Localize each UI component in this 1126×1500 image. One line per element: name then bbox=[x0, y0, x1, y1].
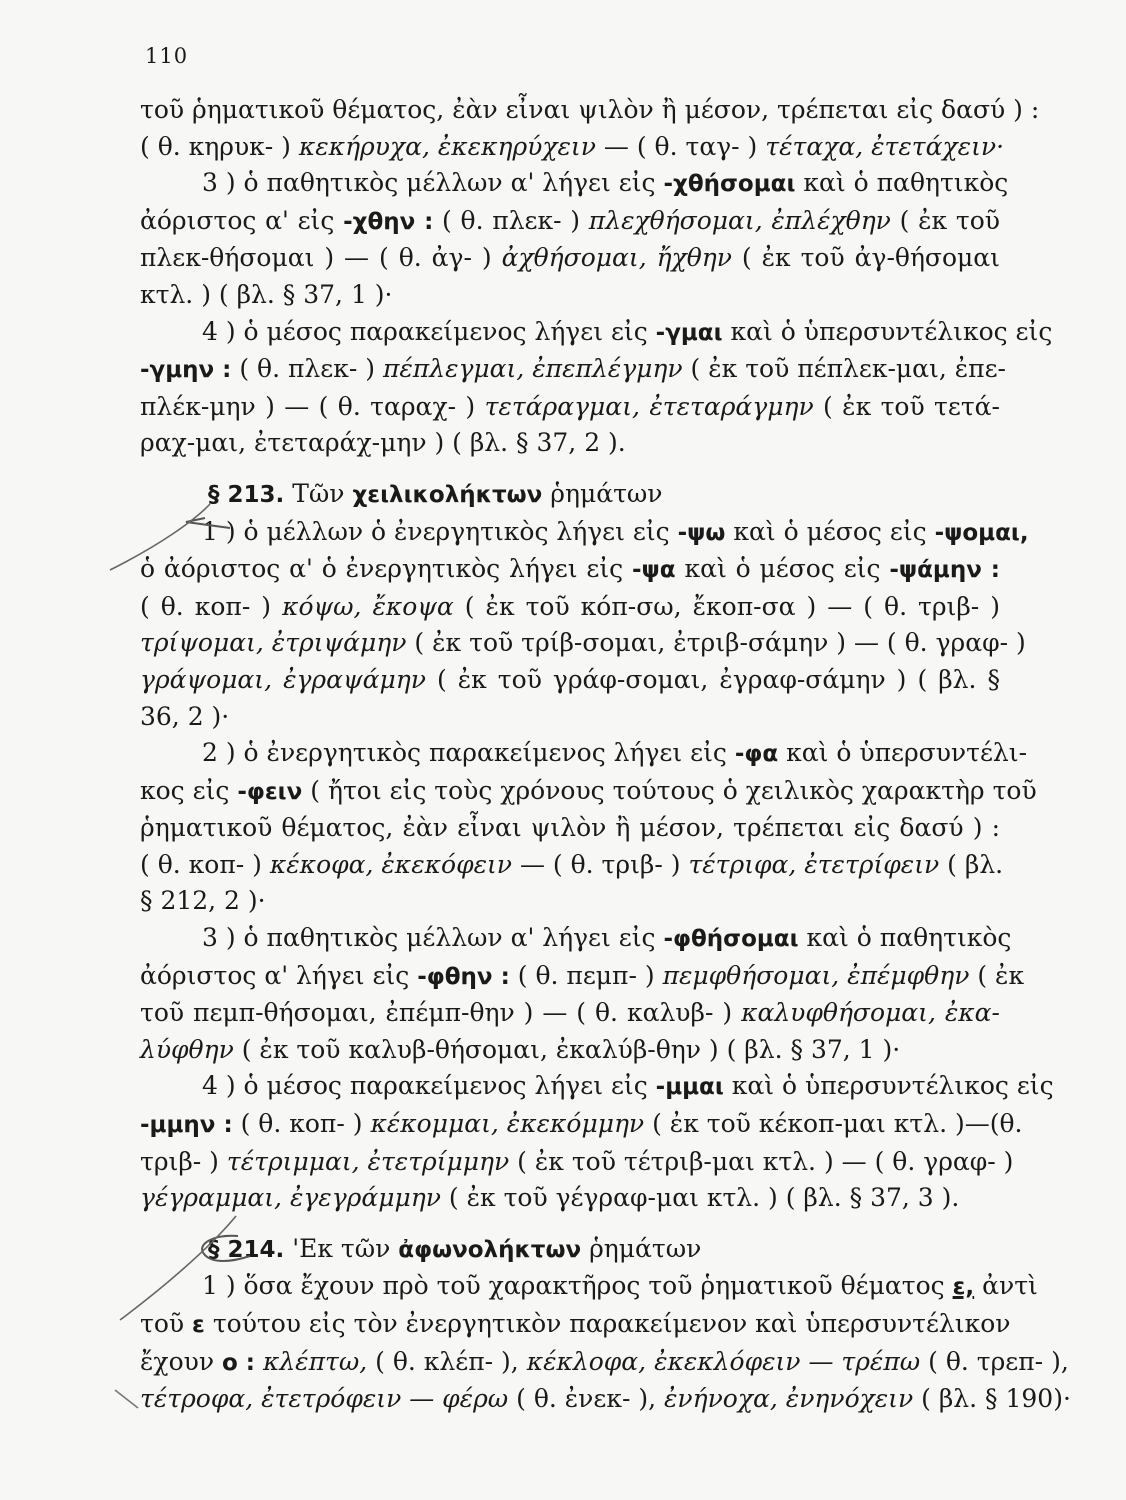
text-line: πλεκ-θήσομαι ) — ( θ. ἀγ- ) ἀχθήσομαι, ἤχθην ( ἐκ τοῦ ἀγ-θήσομαι bbox=[140, 243, 1000, 273]
section-heading-213: § 213. Τῶν χειλικολήκτων ῥημάτων bbox=[208, 478, 663, 508]
text-line: ἔχουν ο : κλέπτω, ( θ. κλέπ- ), κέκλοφα, ἐκεκλόφειν — τρέπω ( θ. τρεπ- ), bbox=[140, 1346, 1069, 1376]
text-line: -γμην : ( θ. πλεκ- ) πέπλεγμαι, ἐπεπλέγμην ( ἐκ τοῦ πέπλεκ-μαι, ἐπε- bbox=[140, 354, 1006, 384]
text-line: -μμην : ( θ. κοπ- ) κέκομμαι, ἐκεκόμμην ( ἐκ τοῦ κέκοπ-μαι κτλ. )—(θ. bbox=[140, 1109, 1023, 1139]
text-line: τοῦ πεμπ-θήσομαι, ἐπέμπ-θην ) — ( θ. καλυβ- ) καλυφθήσομαι, ἐκα- bbox=[140, 998, 1001, 1028]
text-line: ( θ. κηρυκ- ) κεκήρυχα, ἐκεκηρύχειν — ( θ. ταγ- ) τέταχα, ἐτετάχειν· bbox=[140, 131, 1005, 161]
page-text bbox=[140, 92, 1071, 1418]
text-line: πλέκ-μην ) — ( θ. ταραχ- ) τετάραγμαι, ἐτεταράγμην ( ἐκ τοῦ τετά- bbox=[140, 391, 1000, 421]
text-line: § 212, 2 )· bbox=[140, 886, 266, 916]
underlined-epsilon: ε, bbox=[952, 1274, 975, 1301]
text-line: γέγραμμαι, ἐγεγράμμην ( ἐκ τοῦ γέγραφ-μαι κτλ. ) ( βλ. § 37, 3 ). bbox=[140, 1183, 960, 1213]
text-line: τοῦ ε τούτου εἰς τὸν ἐνεργητικὸν παρακείμενον καὶ ὑπερσυντέλικον bbox=[140, 1309, 1011, 1338]
text-line: 2 ) ὁ ἐνεργητικὸς παρακείμενος λήγει εἰς -φα καὶ ὁ ὑπερσυντέλι- bbox=[202, 738, 1028, 768]
text-line: 36, 2 )· bbox=[140, 701, 230, 731]
text-line: ὁ ἀόριστος α' ὁ ἐνεργητικὸς λήγει εἰς -ψα καὶ ὁ μέσος εἰς -ψάμην : bbox=[140, 554, 1000, 584]
text-line: ραχ-μαι, ἐτεταράχ-μην ) ( βλ. § 37, 2 ). bbox=[140, 428, 626, 458]
text-line: ἀόριστος α' εἰς -χθην : ( θ. πλεκ- ) πλεχθήσομαι, ἐπλέχθην ( ἐκ τοῦ bbox=[140, 205, 1000, 235]
text-line: ἀόριστος α' λήγει εἰς -φθην : ( θ. πεμπ- ) πεμφθήσομαι, ἐπέμφθην ( ἐκ bbox=[140, 960, 1025, 990]
text-line: τέτροφα, ἐτετρόφειν — φέρω ( θ. ἐνεκ- ), ἐνήνοχα, ἐνηνόχειν ( βλ. § 190)· bbox=[140, 1384, 1071, 1414]
text-line: ( θ. κοπ- ) κόψω, ἔκοψα ( ἐκ τοῦ κόπ-σω, ἔκοπ-σα ) — ( θ. τριβ- ) bbox=[140, 591, 1000, 621]
section-heading-214: § 214. 'Εκ τῶν ἀφωνολήκτων ῥημάτων bbox=[208, 1233, 702, 1263]
text-line: τρίψομαι, ἐτριψάμην ( ἐκ τοῦ τρίβ-σομαι, ἐτριβ-σάμην ) — ( θ. γραφ- ) bbox=[140, 628, 1026, 658]
text-line: 4 ) ὁ μέσος παρακείμενος λήγει εἰς -γμαι καὶ ὁ ὑπερσυντέλικος εἰς bbox=[202, 316, 1053, 346]
text-line: ( θ. κοπ- ) κέκοφα, ἐκεκόφειν — ( θ. τριβ- ) τέτριφα, ἐτετρίφειν ( βλ. bbox=[140, 849, 1004, 879]
text-line: τριβ- ) τέτριμμαι, ἐτετρίμμην ( ἐκ τοῦ τέτριβ-μαι κτλ. ) — ( θ. γραφ- ) bbox=[140, 1146, 1014, 1176]
text-line: λύφθην ( ἐκ τοῦ καλυβ-θήσομαι, ἐκαλύβ-θην ) ( βλ. § 37, 1 )· bbox=[140, 1034, 901, 1064]
text-line: 1 ) ὅσα ἔχουν πρὸ τοῦ χαρακτῆρος τοῦ ῥηματικοῦ θέματος ε, ἀντὶ bbox=[202, 1271, 1038, 1301]
text-line: 3 ) ὁ παθητικὸς μέλλων α' λήγει εἰς -χθήσομαι καὶ ὁ παθητικὸς bbox=[202, 168, 1009, 198]
text-line: 1 ) ὁ μέλλων ὁ ἐνεργητικὸς λήγει εἰς -ψω καὶ ὁ μέσος εἰς -ψομαι, bbox=[202, 516, 1029, 546]
text-line: γράψομαι, ἐγραψάμην ( ἐκ τοῦ γράφ-σομαι, ἐγραφ-σάμην ) ( βλ. § bbox=[140, 664, 1000, 694]
text-line: ῥηματικοῦ θέματος, ἐὰν εἶναι ψιλὸν ἢ μέσον, τρέπεται εἰς δασύ ) : bbox=[140, 813, 1000, 843]
text-line: τοῦ ῥηματικοῦ θέματος, ἐὰν εἶναι ψιλὸν ἢ μέσον, τρέπεται εἰς δασύ ) : bbox=[140, 95, 1040, 124]
page-number: 110 bbox=[145, 44, 189, 68]
text-line: 4 ) ὁ μέσος παρακείμενος λήγει εἰς -μμαι καὶ ὁ ὑπερσυντέλικος εἰς bbox=[202, 1071, 1054, 1101]
text-line: κος εἰς -φειν ( ἤτοι εἰς τοὺς χρόνους τούτους ὁ χειλικὸς χαρακτὴρ τοῦ bbox=[140, 775, 1037, 805]
text-line: 3 ) ὁ παθητικὸς μέλλων α' λήγει εἰς -φθήσομαι καὶ ὁ παθητικὸς bbox=[202, 923, 1012, 953]
text-line: κτλ. ) ( βλ. § 37, 1 )· bbox=[140, 279, 393, 309]
